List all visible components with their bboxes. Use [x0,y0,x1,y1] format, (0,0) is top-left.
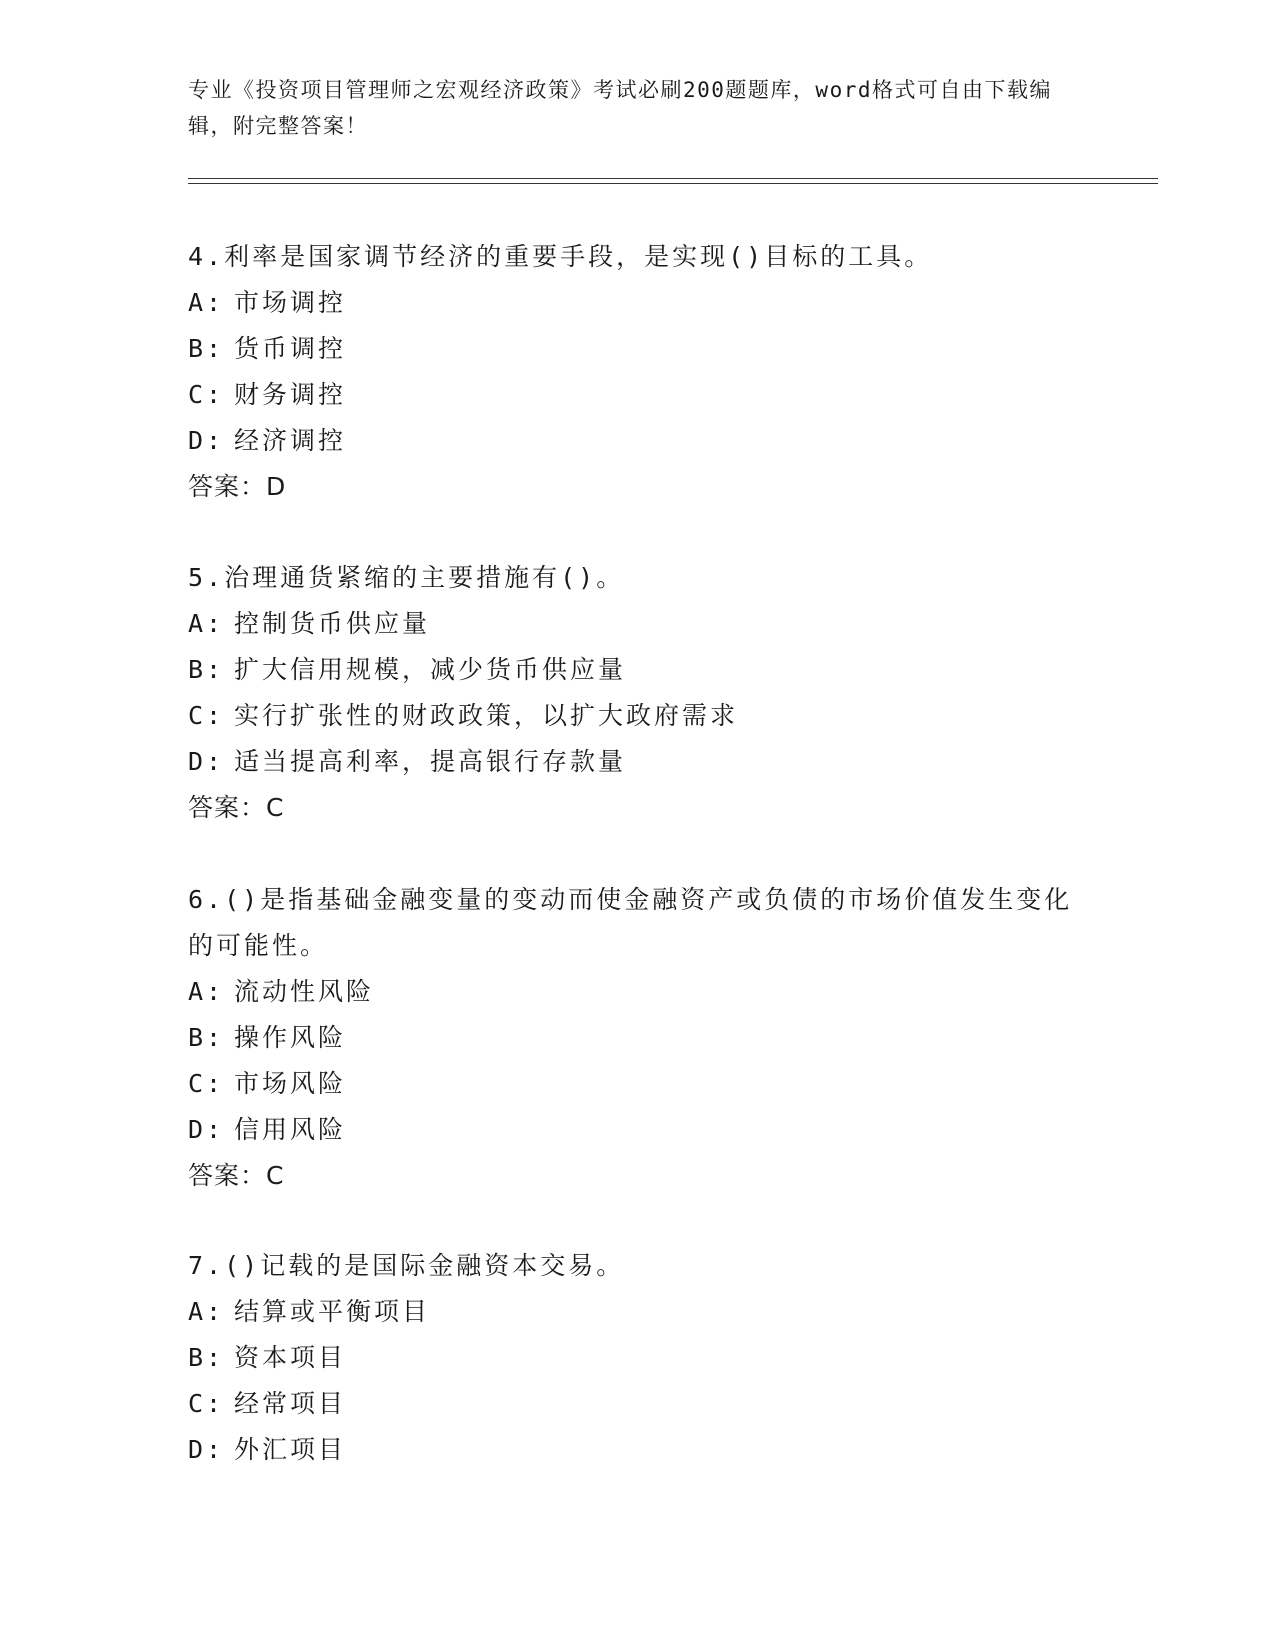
option-d [188,1427,1088,1473]
question-stem: 5.治理通货紧缩的主要措施有()。 [188,563,625,592]
option-letter: B: [188,1343,225,1372]
option-a [188,969,1088,1015]
option-text: 市场风险 [234,1069,347,1098]
option-letter: D: [188,747,225,776]
option-text: 扩大信用规模，减少货币供应量 [234,655,627,684]
option-letter: C: [188,380,225,409]
question-block [188,555,1088,831]
answer-line: 答案：C [188,793,285,822]
header-divider-bottom [188,183,1158,184]
option-text: 外汇项目 [234,1435,347,1464]
option-text: 信用风险 [234,1115,347,1144]
option-a [188,1289,1088,1335]
option-text: 适当提高利率，提高银行存款量 [234,747,627,776]
option-text: 资本项目 [234,1343,347,1372]
option-letter: A: [188,288,225,317]
option-text: 经常项目 [234,1389,347,1418]
option-letter: B: [188,334,225,363]
question-block [188,234,1088,510]
option-letter: C: [188,1069,225,1098]
option-a [188,280,1088,326]
answer-line: 答案：D [188,472,287,501]
option-letter: C: [188,701,225,730]
option-c [188,372,1088,418]
option-letter: D: [188,426,225,455]
option-letter: A: [188,1297,225,1326]
option-text: 控制货币供应量 [234,609,431,638]
option-b [188,1015,1088,1061]
option-c [188,1381,1088,1427]
option-d [188,739,1088,785]
option-b [188,1335,1088,1381]
option-d [188,1107,1088,1153]
option-text: 市场调控 [234,288,347,317]
option-letter: B: [188,1023,225,1052]
option-text: 流动性风险 [234,977,375,1006]
option-letter: C: [188,1389,225,1418]
option-letter: A: [188,977,225,1006]
question-stem: 6.()是指基础金融变量的变动而使金融资产或负债的市场价值发生变化的可能性。 [188,885,1073,960]
option-text: 结算或平衡项目 [234,1297,431,1326]
option-letter: D: [188,1435,225,1464]
option-text: 实行扩张性的财政政策，以扩大政府需求 [234,701,739,730]
option-a [188,601,1088,647]
option-text: 财务调控 [234,380,347,409]
option-text: 操作风险 [234,1023,347,1052]
question-stem: 7.()记载的是国际金融资本交易。 [188,1251,625,1280]
option-b [188,326,1088,372]
header-divider-top [188,178,1158,179]
option-letter: B: [188,655,225,684]
question-block [188,877,1088,1199]
question-stem: 4.利率是国家调节经济的重要手段，是实现()目标的工具。 [188,242,933,271]
option-c [188,1061,1088,1107]
option-letter: A: [188,609,225,638]
option-text: 货币调控 [234,334,347,363]
option-d [188,418,1088,464]
document-intro: 专业《投资项目管理师之宏观经济政策》考试必刷200题题库，word格式可自由下载编辑，附完整答案！ [188,78,1052,138]
question-block [188,1243,1088,1473]
option-b [188,647,1088,693]
answer-line: 答案：C [188,1161,285,1190]
option-c [188,693,1088,739]
option-letter: D: [188,1115,225,1144]
option-text: 经济调控 [234,426,347,455]
